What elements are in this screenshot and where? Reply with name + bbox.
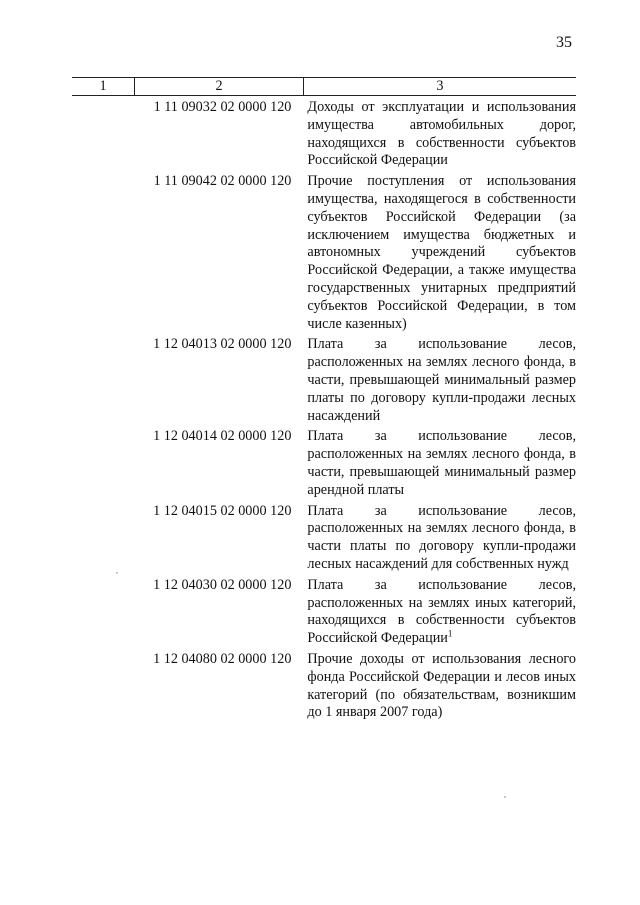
row-empty-cell bbox=[72, 648, 135, 722]
revenue-description bbox=[303, 648, 576, 722]
scan-speck bbox=[504, 796, 506, 798]
description-text: Плата за использование лесов, расположенных на землях лесного фонда, в части платы по договору купли-продажи лесных насаждений для собственных нужд bbox=[307, 502, 576, 572]
description-text: Плата за использование лесов, расположенных на землях лесного фонда, в части, превышающей минимальный размер платы по договору купли-продажи лесных насаждений bbox=[307, 336, 576, 424]
revenue-description bbox=[303, 574, 576, 648]
revenue-description bbox=[303, 96, 576, 171]
table-row bbox=[72, 170, 576, 333]
revenue-description bbox=[303, 500, 576, 574]
table-header-row bbox=[72, 78, 576, 96]
table-row bbox=[72, 96, 576, 171]
revenue-code: 1 12 04013 02 0000 120 bbox=[153, 336, 292, 353]
footnote-marker: 1 bbox=[447, 628, 453, 639]
row-empty-cell bbox=[72, 500, 135, 574]
page-number: 35 bbox=[556, 34, 572, 51]
revenue-code: 1 11 09042 02 0000 120 bbox=[153, 173, 292, 190]
description-text: Прочие доходы от использования лесного фонда Российской Федерации и лесов иных категорий (по обязательствам, возникшим до 1 января 2007 года) bbox=[307, 650, 576, 721]
revenue-code: 1 12 04014 02 0000 120 bbox=[153, 428, 292, 445]
column-header-1: 1 bbox=[72, 78, 135, 96]
table-row bbox=[72, 425, 576, 499]
description-text: Плата за использование лесов, расположенных на землях иных категорий, находящихся в собственности субъектов Российской Федерации bbox=[307, 576, 576, 647]
revenue-code: 1 12 04080 02 0000 120 bbox=[153, 650, 292, 667]
row-empty-cell bbox=[72, 96, 135, 171]
revenue-code: 1 12 04015 02 0000 120 bbox=[153, 502, 292, 519]
row-empty-cell bbox=[72, 170, 135, 333]
row-empty-cell bbox=[72, 333, 135, 425]
revenue-description bbox=[303, 170, 576, 333]
description-text: Прочие поступления от использования имущества, находящегося в собственности субъектов Российской Федерации (за исключением имущества бюджетных и автономных учреждений субъектов Российской Федерации, а также имущества государственных унитарных предприятий субъектов Российской Федерации, в том числе казенных) bbox=[307, 173, 576, 332]
row-empty-cell bbox=[72, 574, 135, 648]
scan-speck bbox=[116, 572, 118, 574]
row-empty-cell bbox=[72, 425, 135, 499]
table-row bbox=[72, 333, 576, 425]
revenue-code: 1 11 09032 02 0000 120 bbox=[153, 99, 292, 115]
column-header-2: 2 bbox=[135, 78, 304, 96]
description-text: Доходы от эксплуатации и использования имущества автомобильных дорог, находящихся в собственности субъектов Российской Федерации bbox=[307, 99, 576, 169]
revenue-description bbox=[303, 333, 576, 425]
column-header-3: 3 bbox=[303, 78, 576, 96]
table-row bbox=[72, 648, 576, 722]
table-row bbox=[72, 574, 576, 648]
table-row bbox=[72, 500, 576, 574]
revenue-code: 1 12 04030 02 0000 120 bbox=[153, 576, 292, 593]
description-text: Плата за использование лесов, расположенных на землях лесного фонда, в части, превышающей минимальный размер арендной платы bbox=[307, 428, 576, 498]
revenue-description bbox=[303, 425, 576, 499]
revenue-codes-table bbox=[72, 77, 576, 722]
